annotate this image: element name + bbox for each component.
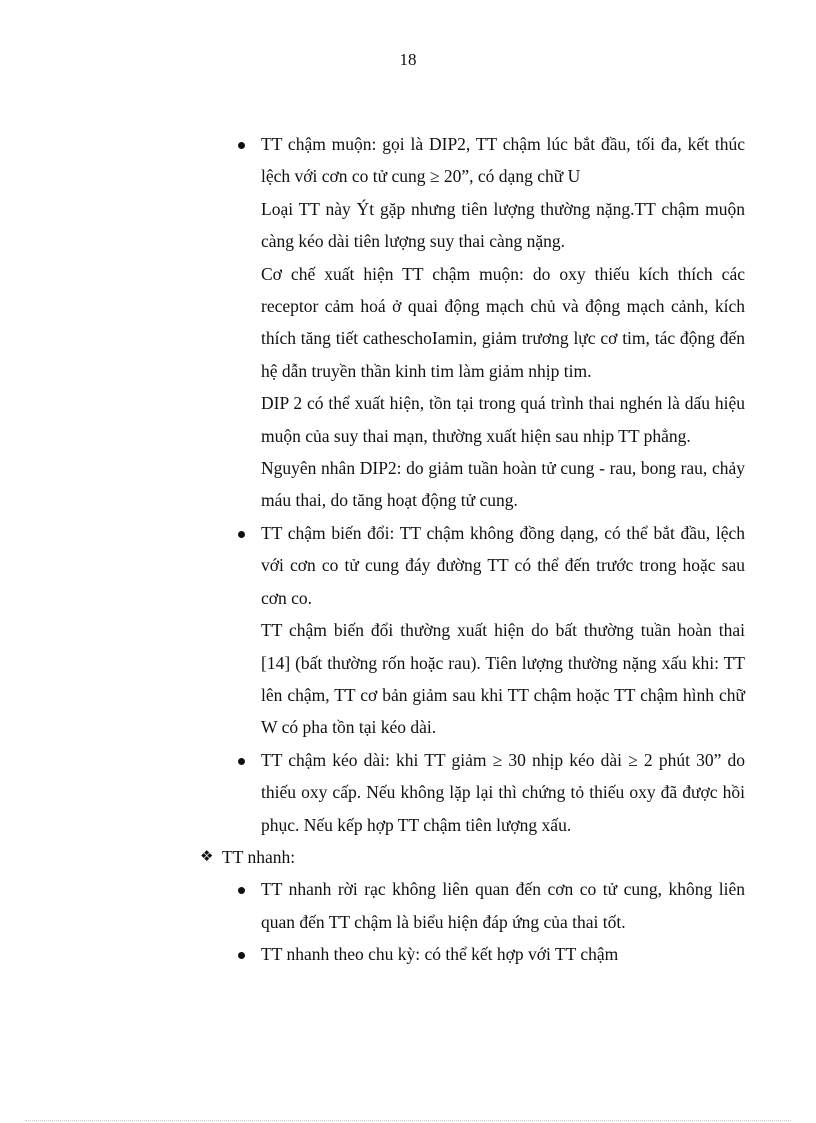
paragraph: Nguyên nhân DIP2: do giảm tuần hoàn tử cung - rau, bong rau, chảy máu thai, do tăng hoạt động tử cung. [261, 458, 745, 511]
bullet-item [200, 128, 745, 517]
paragraph: Cơ chế xuất hiện TT chậm muộn: do oxy thiếu kích thích các receptor cảm hoá ở quai động mạch chủ và động mạch cảnh, kích thích tăng tiết catheschoIamin, giảm trương lực cơ tim, tác động đến hệ dẫn truyền thần kinh tim làm giảm nhịp tim. [261, 263, 745, 381]
bullet-dot-icon [238, 142, 245, 149]
bullet-item [200, 938, 745, 970]
bullet-item [200, 517, 745, 744]
bullet-item [200, 873, 745, 938]
bullet-dot-icon [238, 952, 245, 959]
page-content [200, 128, 745, 971]
paragraph: TT nhanh rời rạc không liên quan đến cơn co tử cung, không liên quan đến TT chậm là biểu hiện đáp ứng của thai tốt. [261, 879, 745, 932]
bullet-dot-icon [238, 887, 245, 894]
paragraph: TT chậm biến đổi: TT chậm không đồng dạng, có thể bắt đầu, lệch với cơn co tử cung đáy đường TT có thể đến trước trong hoặc sau cơn co. [261, 522, 745, 608]
paragraph: DIP 2 có thể xuất hiện, tồn tại trong quá trình thai nghén là dấu hiệu muộn của suy thai mạn, thường xuất hiện sau nhịp TT phẳng. [261, 393, 745, 446]
paragraph: Loại TT này Ýt gặp nhưng tiên lượng thường nặng.TT chậm muộn càng kéo dài tiên lượng suy thai càng nặng. [261, 198, 745, 252]
paragraph: TT chậm kéo dài: khi TT giảm ≥ 30 nhịp kéo dài ≥ 2 phút 30” do thiếu oxy cấp. Nếu không lặp lại thì chứng tỏ thiếu oxy đã được hồi phục. Nếu kếp hợp TT chậm tiên lượng xấu. [261, 749, 745, 835]
paragraph: TT chậm biến đổi thường xuất hiện do bất thường tuần hoàn thai [14] (bất thường rốn hoặc rau). Tiên lượng thường nặng xấu khi: TT lên chậm, TT cơ bản giảm sau khi TT chậm hoặc TT chậm hình chữ W có pha tồn tại kéo dài. [261, 620, 745, 738]
paragraph: TT nhanh theo chu kỳ: có thể kết hợp với TT chậm [261, 944, 619, 965]
page-number: 18 [399, 50, 417, 69]
page-bottom-rule [25, 1120, 791, 1121]
diamond-bullet-icon: ❖ [200, 846, 214, 865]
bullet-dot-icon [238, 758, 245, 765]
bullet-dot-icon [238, 531, 245, 538]
section-heading-text: TT nhanh: [222, 846, 296, 867]
paragraph: TT chậm muộn: gọi là DIP2, TT chậm lúc bắt đầu, tối đa, kết thúc lệch với cơn co tử cung ≥ 20”, có dạng chữ U [261, 134, 745, 187]
section-heading [200, 841, 745, 873]
bullet-item [200, 744, 745, 841]
